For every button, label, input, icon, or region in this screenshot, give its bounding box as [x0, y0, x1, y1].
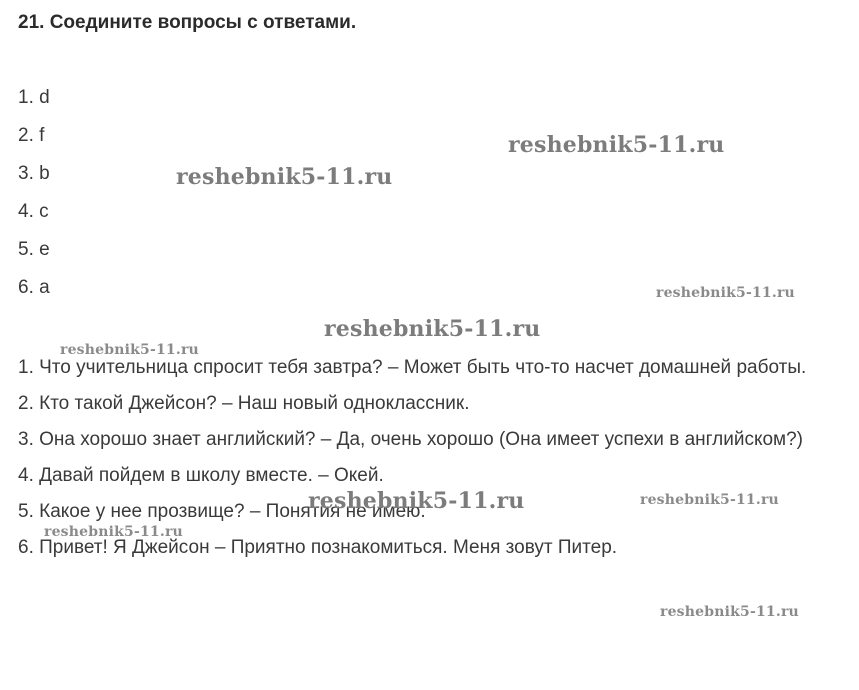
- dialogue-line: 6. Привет! Я Джейсон – Приятно познакомиться. Меня зовут Питер.: [18, 537, 618, 558]
- answer-item: 1. d: [18, 87, 50, 108]
- watermark: reshebnik5-11.ru: [324, 316, 541, 342]
- answer-item: 3. b: [18, 163, 50, 184]
- watermark: reshebnik5-11.ru: [640, 492, 779, 508]
- answer-item: 5. e: [18, 239, 50, 260]
- watermark: reshebnik5-11.ru: [44, 524, 183, 540]
- answer-key-list: [18, 86, 50, 314]
- answer-item: 6. a: [18, 277, 50, 298]
- answer-item: 2. f: [18, 125, 45, 146]
- dialogue-line: 1. Что учительница спросит тебя завтра? – Может быть что-то насчет домашней работы.: [18, 357, 807, 378]
- exercise-heading: 21. Соедините вопросы с ответами.: [18, 12, 357, 33]
- watermark: reshebnik5-11.ru: [308, 488, 525, 514]
- watermark: reshebnik5-11.ru: [176, 164, 393, 190]
- dialogue-line: 4. Давай пойдем в школу вместе. – Окей.: [18, 465, 384, 486]
- answer-item: 4. c: [18, 201, 49, 222]
- dialogue-line: 5. Какое у нее прозвище? – Понятия не имею.: [18, 501, 426, 522]
- watermark: reshebnik5-11.ru: [60, 342, 199, 358]
- watermark: reshebnik5-11.ru: [660, 604, 799, 620]
- dialogue-line: 2. Кто такой Джейсон? – Наш новый одноклассник.: [18, 393, 470, 414]
- dialogue-line: 3. Она хорошо знает английский? – Да, очень хорошо (Она имеет успехи в английском?): [18, 429, 804, 450]
- watermark: reshebnik5-11.ru: [508, 132, 725, 158]
- watermark: reshebnik5-11.ru: [656, 285, 795, 301]
